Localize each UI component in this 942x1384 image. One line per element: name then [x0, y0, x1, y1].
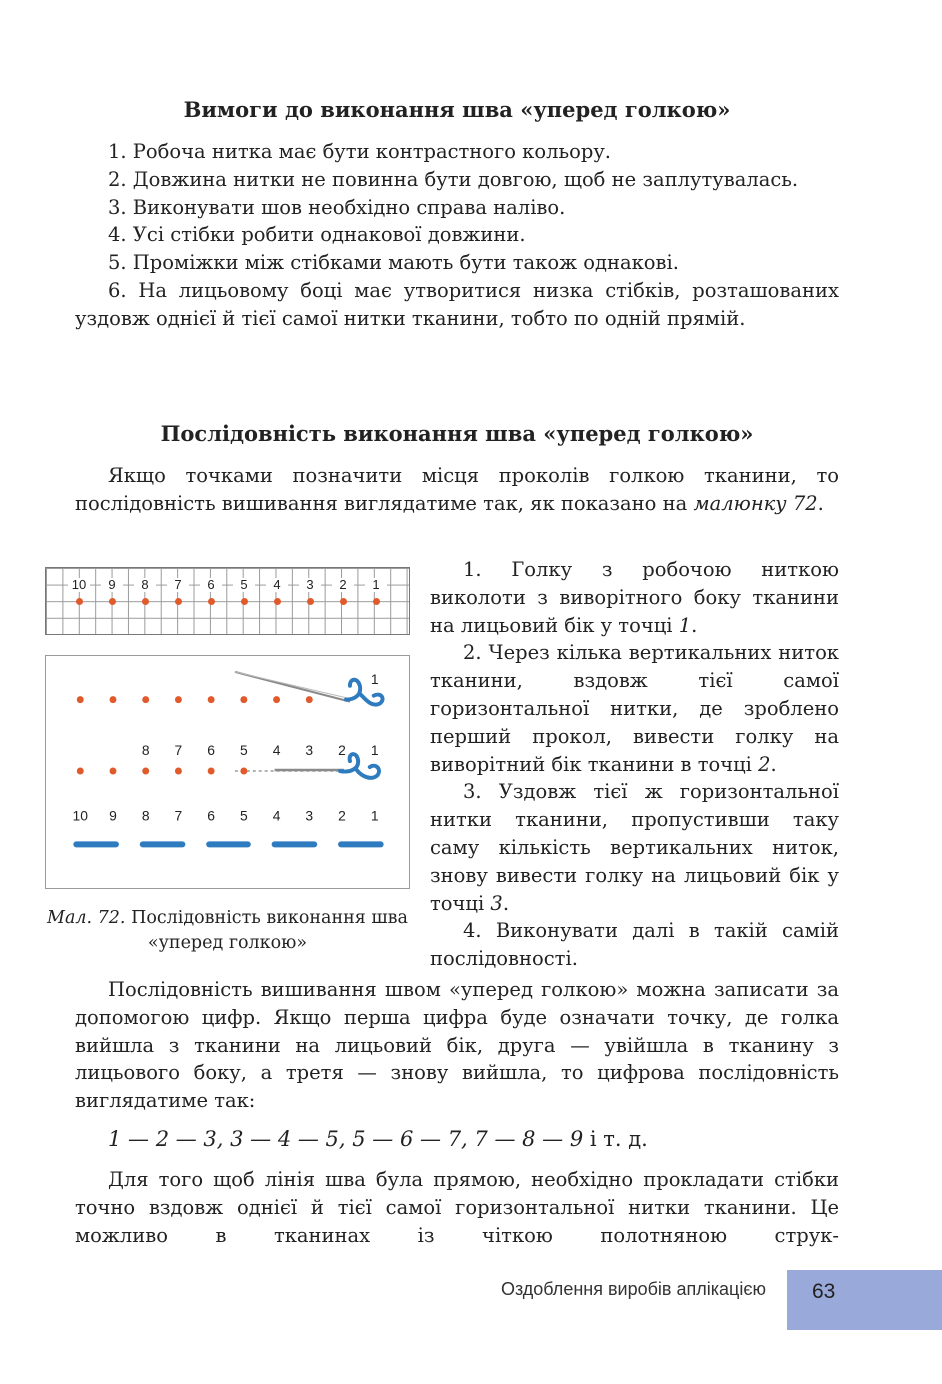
stitch-sequence-diagram [45, 655, 410, 889]
closing-paragraph: Для того щоб лінія шва була прямою, необхідно прокладати стібки точно вздовж однієї й тієї самої горизонтальної нитки тканини. Це можливо в тканинах із чіткою полотняною струк- [75, 1168, 839, 1247]
grid-point-label: 8 [134, 578, 156, 592]
requirement-item: 5. Проміжки між стібками мають бути також однакові. [108, 251, 679, 275]
row1-dot [273, 696, 280, 703]
row1-dot [175, 696, 182, 703]
figure-caption [45, 906, 410, 956]
caption-ref: Мал. 72. [47, 908, 126, 928]
grid-puncture-dot [307, 598, 314, 605]
grid-puncture-dot [274, 598, 281, 605]
caption-text: Послідовність виконання шва «уперед голкою» [125, 908, 408, 953]
row1-dot [77, 696, 84, 703]
closing-paragraph-block [75, 1166, 839, 1249]
sequence-paragraph: Послідовність вишивання швом «уперед голкою» можна записати за допомогою цифр. Якщо перша цифра буде означати точку, де голка вийшла з тканини на лицьовий бік, друга — увійшла в тканину з лицьового боку, а третя — знову вийшла, то цифрова послідовність виглядатиме так: [75, 978, 839, 1113]
diagram-point-label: 2 [338, 742, 346, 759]
step-item [430, 778, 839, 917]
sequence-intro-block [75, 462, 839, 518]
requirement-item: 3. Виконувати шов необхідно справа наліво. [108, 195, 566, 219]
step-item [430, 556, 839, 639]
grid-puncture-dot [208, 598, 215, 605]
step-point: 1 [678, 613, 692, 637]
row1-dot [110, 696, 117, 703]
diagram-point-label: 1 [370, 742, 379, 759]
sequence-formula [108, 1124, 648, 1154]
requirement-item: 6. На лицьовому боці має утворитися низка стібків, розташованих уздовж однієї й тієї самої нитки тканини, тобто по одній прямій. [75, 278, 839, 330]
requirement-item: 1. Робоча нитка має бути контрастного кольору. [108, 140, 612, 163]
grid-puncture-dot [373, 598, 380, 605]
grid-point-label: 5 [233, 578, 255, 592]
step-text: 1. Голку з робочою ниткою виколоти з виворітного боку тканини на лицьовий бік у точці [430, 558, 839, 637]
diagram-point-label: 5 [239, 807, 248, 824]
diagram-point-label: 3 [305, 807, 314, 824]
grid-puncture-dot [76, 598, 83, 605]
sequence-intro [75, 462, 839, 518]
diagram-point-label: 3 [305, 742, 314, 759]
footer-section-title: Оздоблення виробів аплікацією [500, 1279, 766, 1299]
row2-dot [77, 768, 84, 775]
diagram-point-label: 7 [174, 742, 183, 759]
diagram-point-label: 8 [141, 807, 150, 824]
step-end: . [770, 752, 777, 776]
diagram-point-label: 6 [207, 807, 216, 824]
needle-row1-highlight [235, 672, 350, 699]
diagram-point-label: 1 [370, 807, 379, 824]
grid-point-label: 3 [299, 578, 321, 592]
grid-puncture-dot [109, 598, 116, 605]
requirements-heading: Вимоги до виконання шва «уперед голкою» [183, 97, 731, 122]
grid-point-label: 1 [365, 578, 387, 592]
step-item [430, 917, 839, 973]
step-point: 2 [758, 752, 771, 776]
diagram-point-label: 10 [72, 807, 88, 824]
diagram-point-label: 7 [174, 807, 183, 824]
intro-text: Якщо точками позначити місця проколів голкою тканини, то послідовність вишивання виглядатиме так, як показано на [75, 464, 839, 515]
requirements-list [75, 138, 839, 333]
figure-reference: малюнку 72 [693, 491, 818, 515]
step-end: . [691, 613, 698, 637]
row1-dot [240, 696, 247, 703]
diagram-point-label: 1 [370, 670, 379, 687]
row1-dot [208, 696, 215, 703]
step-text: 3. Уздовж тієї ж горизонтальної нитки тканини, пропустивши таку саму кількість вертикальних ниток, знову вивести голку на лицьовий бік у точці [430, 780, 839, 915]
intro-end: . [817, 491, 824, 515]
row2-dot [208, 768, 215, 775]
steps-list [430, 556, 839, 973]
page-number: 63 [787, 1270, 942, 1330]
grid-point-label: 7 [167, 578, 189, 592]
diagram-point-label: 4 [272, 807, 281, 824]
requirement-item: 2. Довжина нитки не повинна бути довгою, щоб не заплутувалась. [108, 167, 799, 191]
diagram-point-label: 8 [141, 742, 150, 759]
formula-digits: 1 — 2 — 3, 3 — 4 — 5, 5 — 6 — 7, 7 — 8 — 9 [108, 1127, 584, 1151]
step-point: 3 [490, 891, 503, 915]
row2-dot [240, 768, 247, 775]
step-text: 2. Через кілька вертикальних ниток тканини, вздовж тієї самої горизонтальної нитки, де зроблено перший прокол, вивести голку на виворітний бік тканини в точці [430, 641, 839, 776]
grid-point-label: 2 [332, 578, 354, 592]
sequence-paragraph-block [75, 976, 839, 1115]
step-text: 4. Виконувати далі в такій самій послідовності. [430, 919, 839, 971]
diagram-point-label: 9 [109, 807, 117, 824]
diagram-point-label: 4 [272, 742, 281, 759]
row2-dot [142, 768, 149, 775]
grid-point-label: 10 [68, 578, 90, 592]
row2-dot [110, 768, 117, 775]
grid-puncture-dot [340, 598, 347, 605]
grid-puncture-dot [142, 598, 149, 605]
fabric-grid-figure [45, 567, 410, 635]
sequence-heading: Послідовність виконання шва «уперед голкою» [160, 421, 754, 446]
step-end: . [502, 891, 510, 915]
grid-puncture-dot [241, 598, 248, 605]
grid-point-label: 9 [101, 578, 123, 592]
grid-point-label: 6 [200, 578, 222, 592]
grid-point-label: 4 [266, 578, 288, 592]
diagram-point-label: 6 [207, 742, 216, 759]
row1-dot [306, 696, 313, 703]
diagram-point-label: 2 [338, 807, 346, 824]
row2-dot [175, 768, 182, 775]
diagram-point-label: 5 [239, 742, 248, 759]
step-item [430, 639, 839, 778]
grid-puncture-dot [175, 598, 182, 605]
row1-dot [142, 696, 149, 703]
requirement-item: 4. Усі стібки робити однакової довжини. [108, 223, 526, 247]
formula-suffix: і т. д. [583, 1127, 648, 1151]
